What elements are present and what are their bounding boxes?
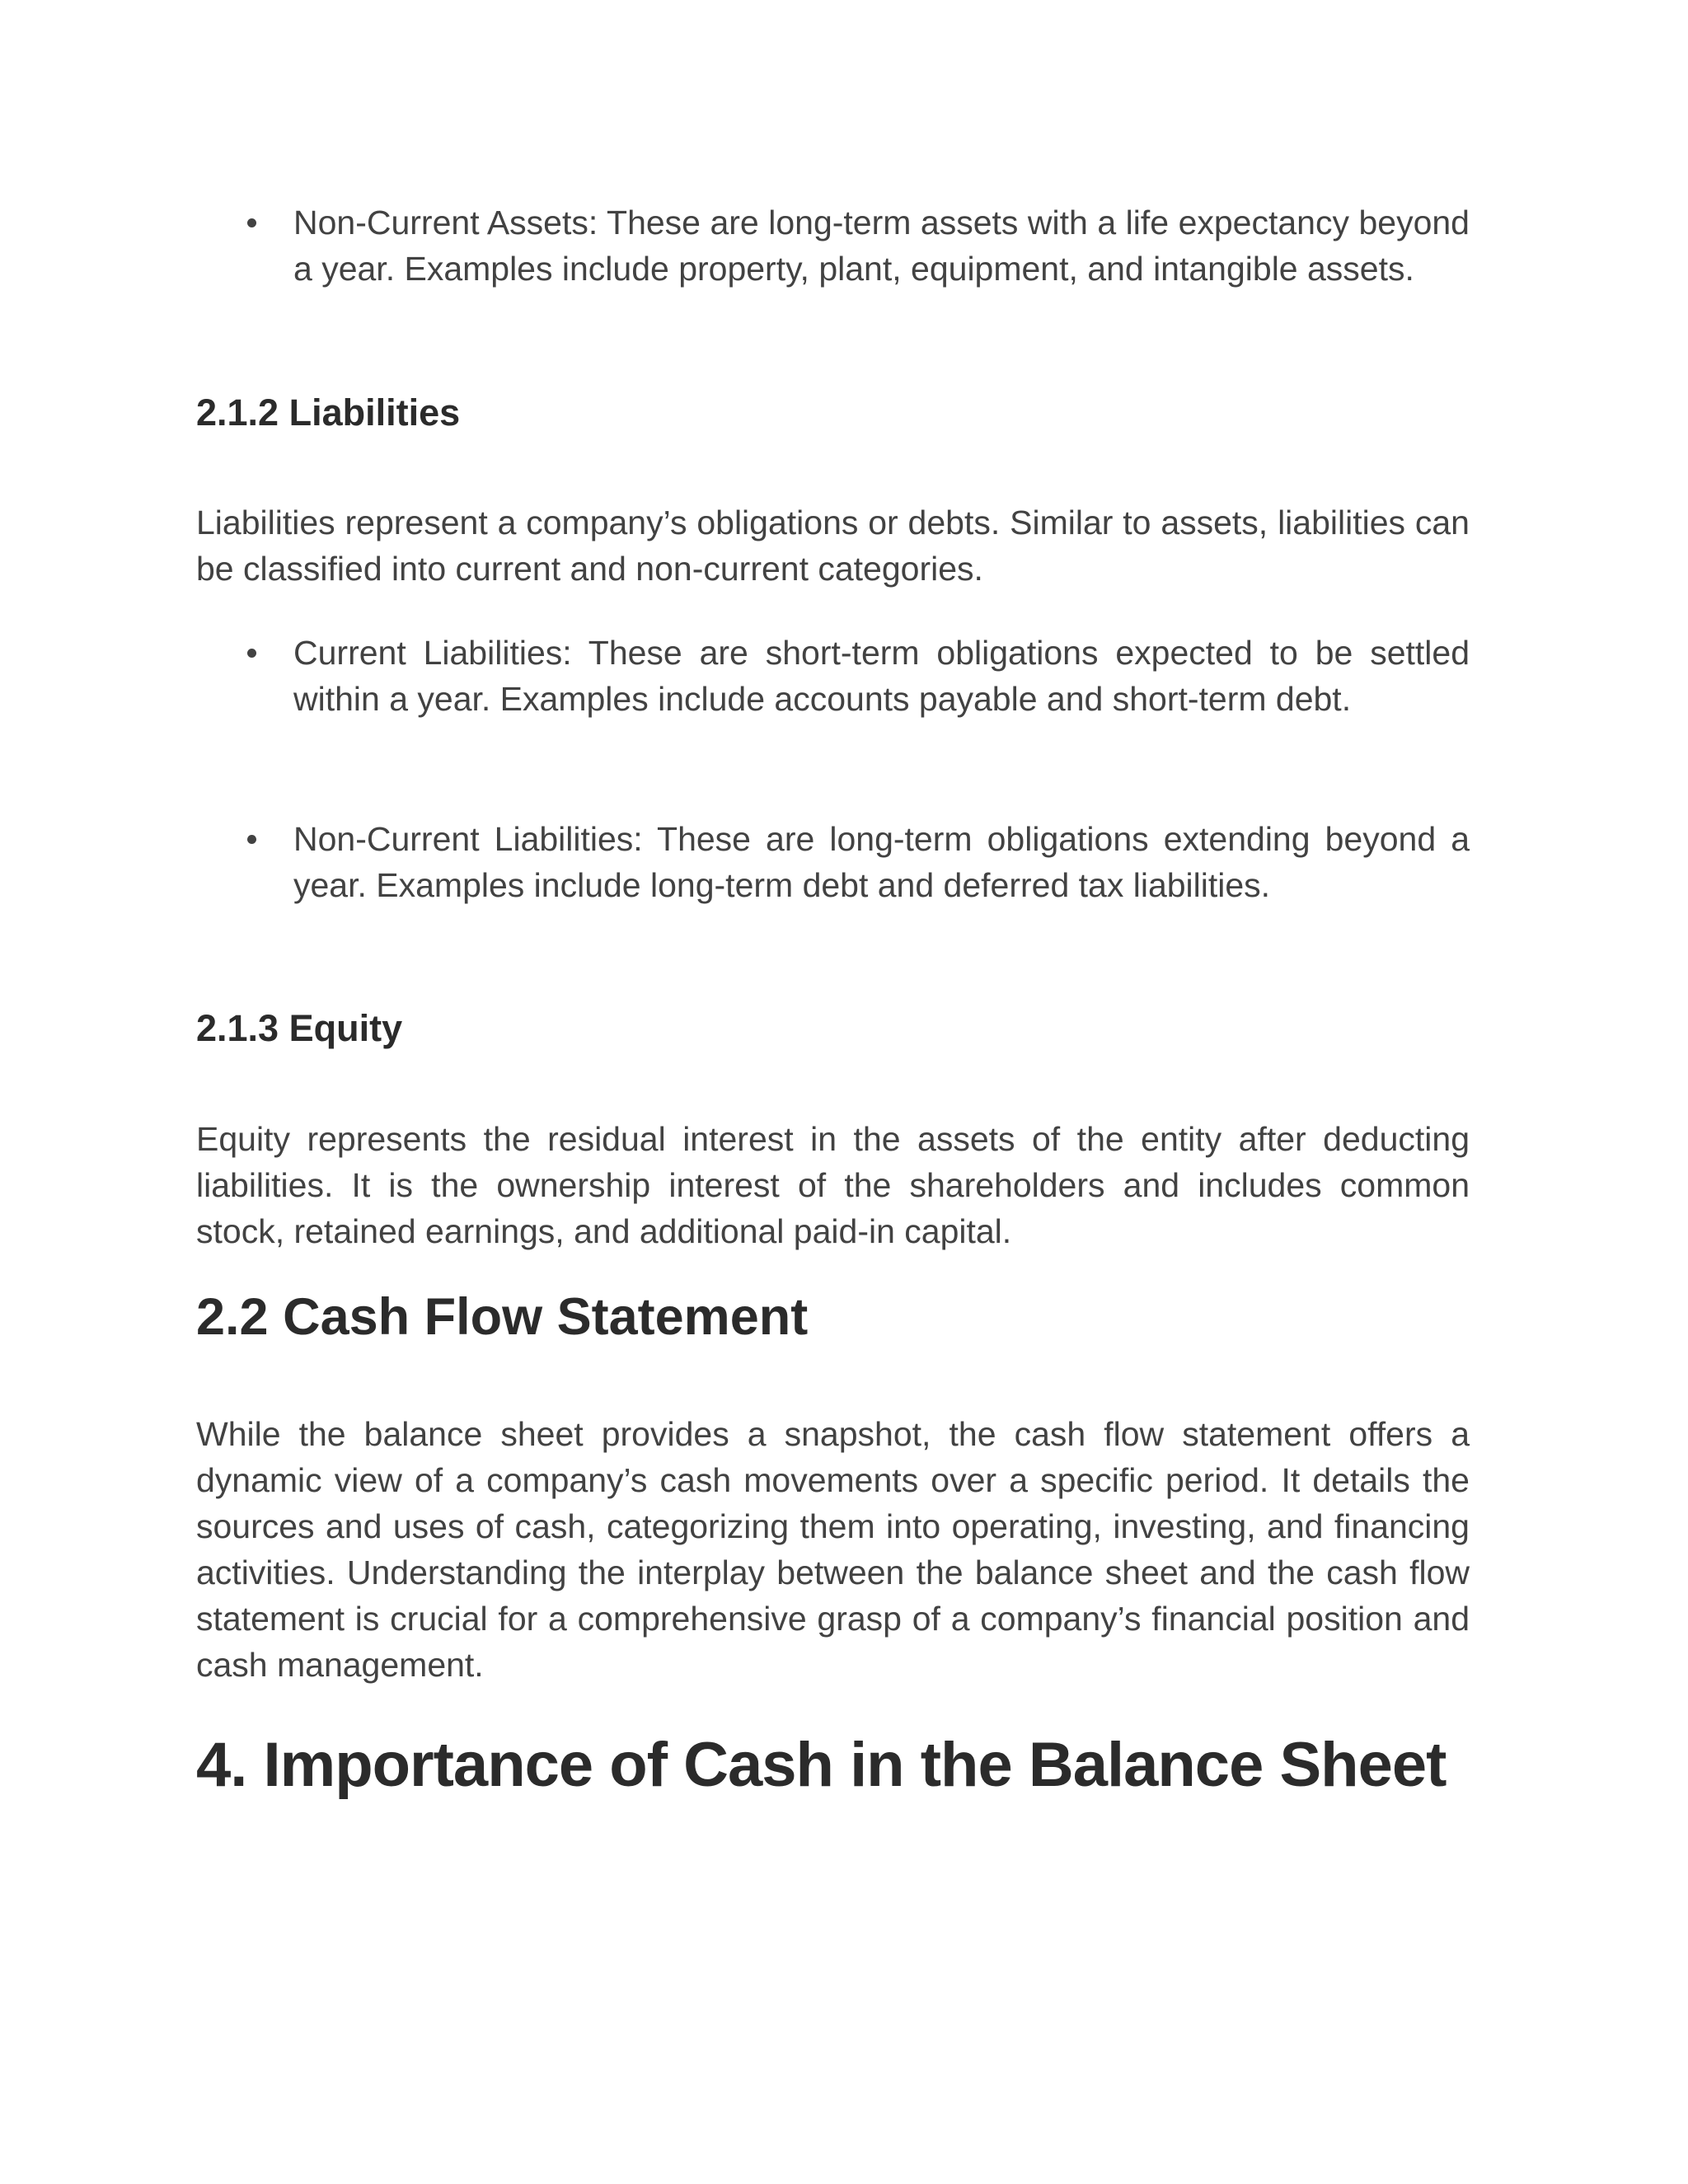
bullet-icon <box>247 218 256 227</box>
bullet-icon <box>247 835 256 844</box>
bullet-noncurrent-liabilities-text: Non-Current Liabilities: These are long-term obligations extending beyond a year. Examples include long-term debt and deferred tax liabilities. <box>293 820 1470 904</box>
bullet-noncurrent-assets-text: Non-Current Assets: These are long-term assets with a life expectancy beyond a year. Examples include property, plant, equipment, and intangible assets. <box>293 204 1470 288</box>
paragraph-equity: Equity represents the residual interest in the assets of the entity after deducting liabilities. It is the ownership interest of the shareholders and includes common stock, retained earnings, and additional paid-in capital. <box>196 1120 1470 1250</box>
noncurrent-assets-list <box>196 199 1470 292</box>
noncurrent-liabilities-list <box>196 816 1470 908</box>
bullet-noncurrent-assets <box>196 199 1470 292</box>
liabilities-list <box>196 630 1470 722</box>
bullet-current-liabilities-text: Current Liabilities: These are short-term obligations expected to be settled within a year. Examples include accounts payable and short-term debt. <box>293 634 1470 718</box>
heading-equity: 2.1.3 Equity <box>196 1007 403 1049</box>
paragraph-liabilities: Liabilities represent a company’s obligations or debts. Similar to assets, liabilities can be classified into current and non-current categories. <box>196 504 1470 588</box>
heading-importance-of-cash: 4. Importance of Cash in the Balance Sheet <box>196 1730 1447 1800</box>
heading-cash-flow-statement: 2.2 Cash Flow Statement <box>196 1288 809 1346</box>
bullet-icon <box>247 649 256 658</box>
heading-liabilities: 2.1.2 Liabilities <box>196 391 461 434</box>
bullet-current-liabilities <box>196 630 1470 722</box>
paragraph-cash-flow-statement: While the balance sheet provides a snapshot, the cash flow statement offers a dynamic view of a company’s cash movements over a specific period. It details the sources and uses of cash, categorizing them into operating, investing, and financing activities. Understanding the interplay between the balance sheet and the cash flow statement is crucial for a comprehensive grasp of a company’s financial position and cash management. <box>196 1415 1470 1684</box>
bullet-noncurrent-liabilities <box>196 816 1470 908</box>
